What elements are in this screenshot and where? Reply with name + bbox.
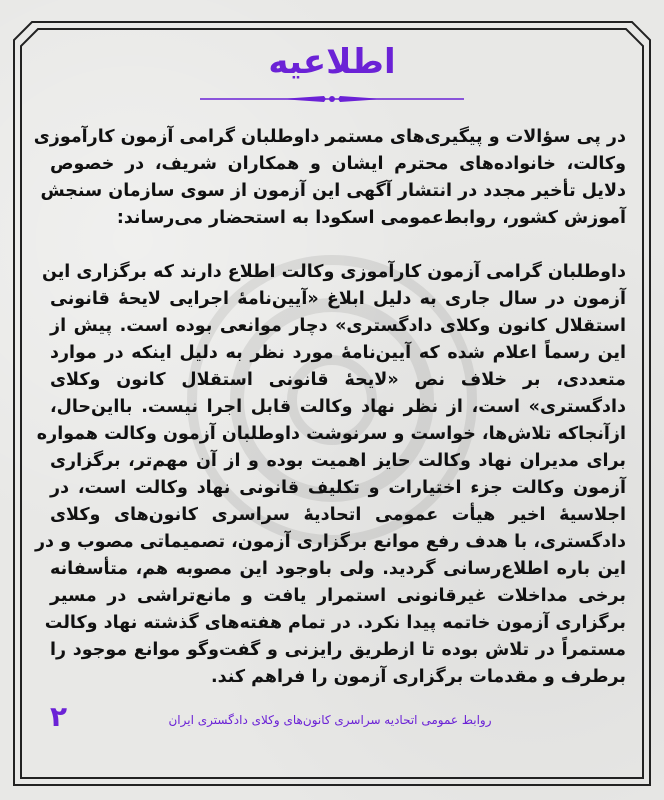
- text-line: این باره اطلاع‌رسانی گردید. ولی باوجود این مصوبه هم، متأسفانه: [50, 559, 626, 579]
- text-line: دادگستری» است، از نظر نهاد وکالت قابل اجرا نیست. بااین‌حال،: [50, 397, 626, 417]
- text-line: آزمون در سال جاری به دلیل ابلاغ «آیین‌نامهٔ اجرایی لایحهٔ قانونی: [50, 289, 626, 309]
- text-line: وکالت، خانواده‌های محترم ایشان و همکاران شریف، در خصوص: [50, 154, 626, 174]
- paragraph-intro: [33, 124, 626, 232]
- text-line: این رسماً اعلام شده که آیین‌نامهٔ مورد نظر به دلیل اینکه در موارد: [50, 343, 626, 363]
- page-title: اطلاعیه: [268, 42, 396, 82]
- text-line: برگزاری آزمون خاتمه پیدا نکرد. در تمام هفته‌های گذشته نهاد وکالت: [44, 613, 626, 633]
- text-line: در پی سؤالات و پیگیری‌های مستمر داوطلبان گرامی آزمون کارآموزی: [33, 127, 626, 147]
- text-line: آموزش کشور، روابط‌عمومی اسکودا به استحضار می‌رساند:: [116, 208, 626, 228]
- text-line: داوطلبان گرامی آزمون کارآموزی وکالت اطلاع دارند که برگزاری این: [41, 262, 626, 282]
- text-line: استقلال کانون وکلای دادگستری» دچار موانعی بوده است. پیش از: [50, 316, 626, 336]
- text-line: دلایل تأخیر مجدد در انتشار آگهی این آزمون از سوی سازمان سنجش: [40, 181, 626, 201]
- title-divider: [200, 93, 464, 105]
- text-line: مستمراً در تلاش بوده تا ازطریق رایزنی و گفت‌وگو موانع موجود را: [50, 640, 626, 660]
- text-line: برای مدیران نهاد وکالت حایز اهمیت بوده و از آن مهم‌تر، برگزاری: [50, 451, 626, 471]
- text-line: متعددی، بر خلاف نص «لایحهٔ قانونی استقلال کانون وکلای: [50, 370, 626, 390]
- text-line: دادگستری، با هدف رفع موانع برگزاری آزمون، تصمیماتی مصوب و در: [34, 532, 626, 552]
- text-line: اجلاسیهٔ اخیر هیأت عمومی اتحادیهٔ سراسری کانون‌های وکلای: [50, 505, 626, 525]
- paragraph-main: [34, 259, 626, 691]
- text-line: برطرف و مقدمات برگزاری آزمون را فراهم کند.: [210, 667, 626, 687]
- text-line: آزمون وکالت جزء اختیارات و تکلیف قانونی نهاد وکالت است، در: [50, 478, 626, 498]
- text-line: ازآنجاکه تلاش‌ها، خواست و سرنوشت داوطلبان آزمون وکالت همواره: [36, 424, 626, 444]
- text-line: برخی مداخلات غیرقانونی استمرار یافت و مانع‌تراشی در مسیر: [50, 586, 626, 606]
- page-number: ۲: [50, 700, 68, 733]
- footer-text: روابط عمومی اتحادیه سراسری کانون‌های وکلای دادگستری ایران: [168, 713, 492, 727]
